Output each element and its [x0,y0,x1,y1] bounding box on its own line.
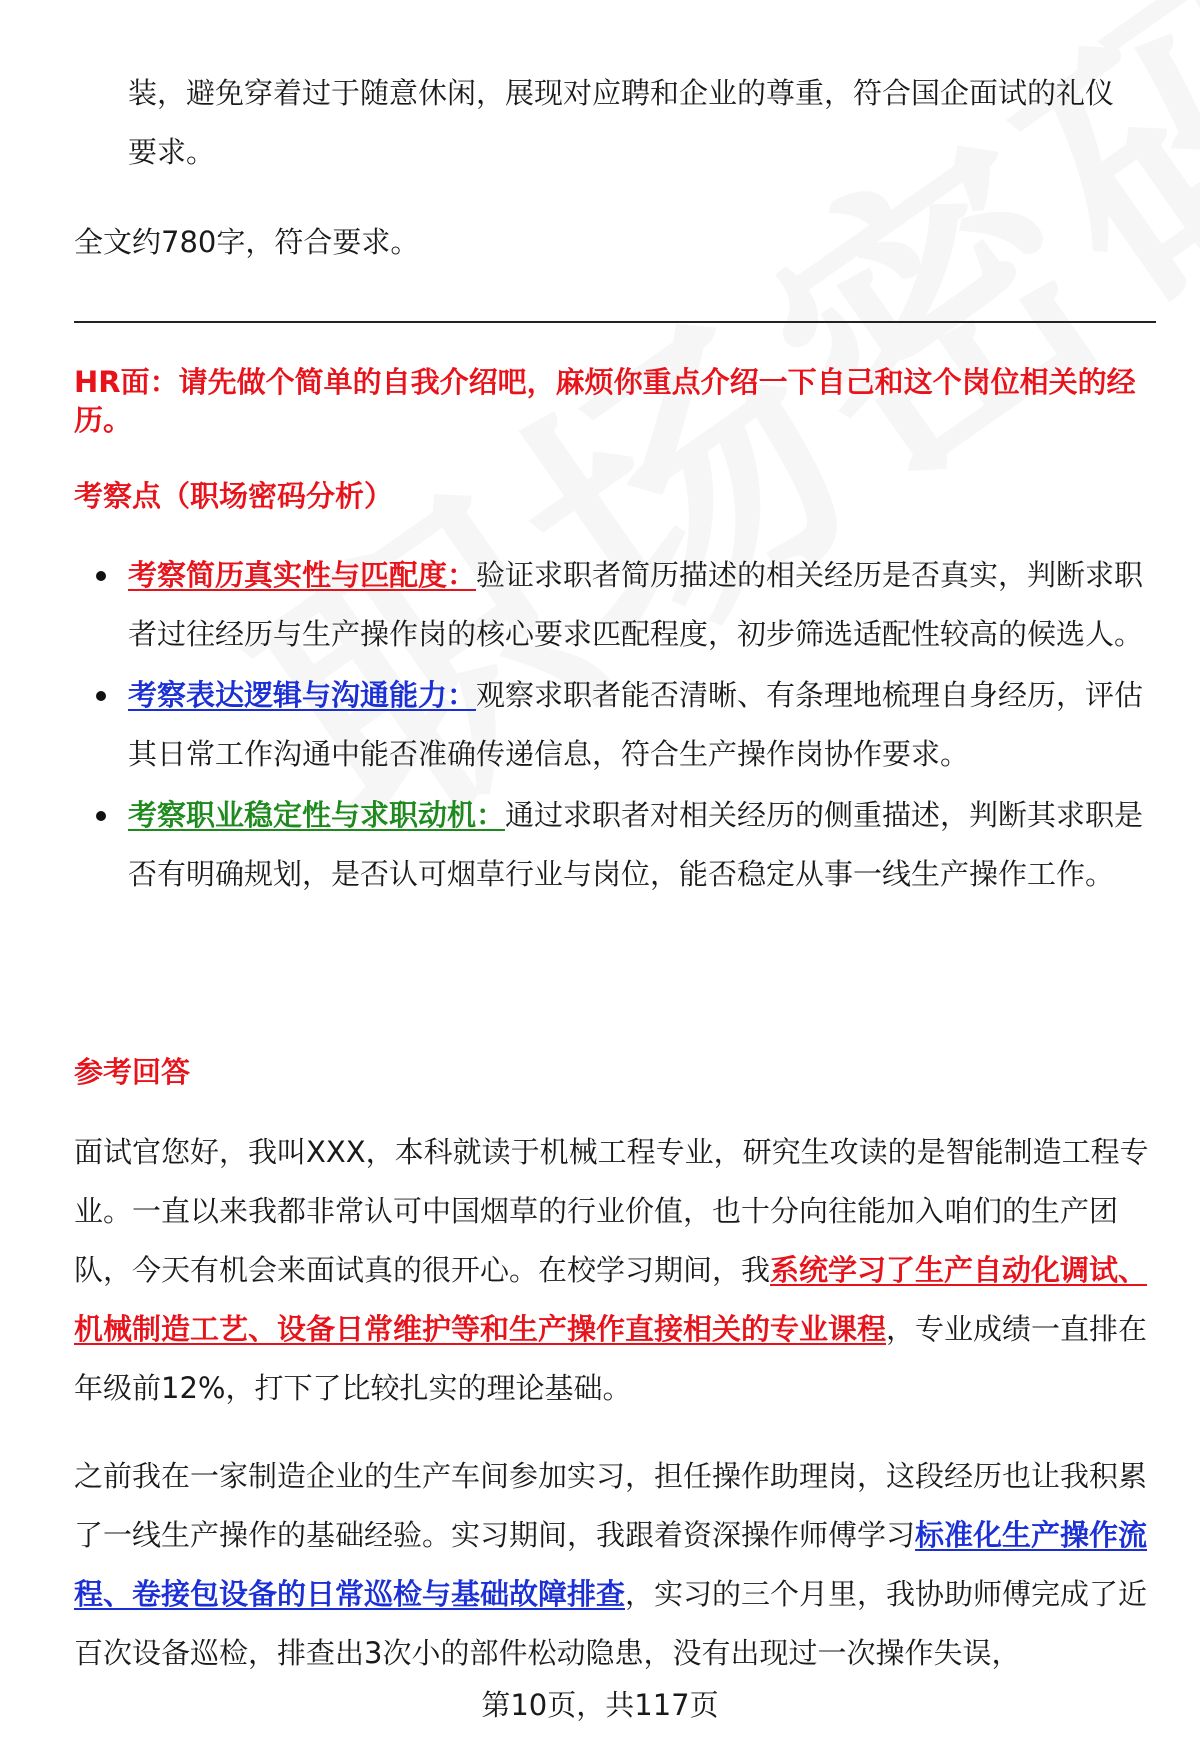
answer-text: ，专业成绩一直排在年级前12%，打下了比较扎实的理论基础。 [74,1312,1148,1405]
answer-text: 面试官您好，我叫XXX，本科就读于机械工程专业，研究生攻读的是智能制造工程专业。一直以来我都非常认可中国烟草的行业价值，也十分向往能加入咱们的生产团队，今天有机会来面试真的很开心。在校学习期间，我 [74,1135,1149,1287]
answer-paragraph-1 [74,1123,1156,1418]
points-title: 考察点（职场密码分析） [74,479,394,513]
point-keyword: 考察表达逻辑与沟通能力： [128,678,477,712]
list-item [74,786,1156,904]
bullet-icon [96,691,106,701]
bullet-icon [96,811,106,821]
point-keyword: 考察简历真实性与匹配度： [128,558,477,592]
answer-highlight: 标准化生产操作流程、卷接包设备的日常巡检与基础故障排查 [74,1518,1148,1611]
divider [74,321,1156,323]
list-item [74,546,1156,664]
answer-text: ，实习的三个月里，我协助师傅完成了近百次设备巡检，排查出3次小的部件松动隐患，没有出现过一次操作失误， [74,1577,1148,1670]
intro-continuation: 装，避免穿着过于随意休闲，展现对应聘和企业的尊重，符合国企面试的礼仪要求。 [128,76,1115,169]
point-keyword: 考察职业稳定性与求职动机： [128,798,506,832]
point-text: 观察求职者能否清晰、有条理地梳理自身经历，评估其日常工作沟通中能否准确传递信息，符合生产操作岗协作要求。 [128,678,1144,771]
list-item [74,666,1156,784]
answer-title: 参考回答 [74,1055,191,1089]
points-list [74,546,1156,906]
answer-paragraph-2 [74,1447,1156,1683]
answer-text: 之前我在一家制造企业的生产车间参加实习，担任操作助理岗，这段经历也让我积累了一线生产操作的基础经验。实习期间，我跟着资深操作师傅学习 [74,1459,1148,1552]
word-count-summary: 全文约780字，符合要求。 [74,225,420,259]
bullet-icon [96,571,106,581]
point-text: 验证求职者简历描述的相关经历是否真实，判断求职者过往经历与生产操作岗的核心要求匹配程度，初步筛选适配性较高的候选人。 [128,558,1144,651]
point-text: 通过求职者对相关经历的侧重描述，判断其求职是否有明确规划，是否认可烟草行业与岗位，能否稳定从事一线生产操作工作。 [128,798,1144,891]
question-heading: HR面：请先做个简单的自我介绍吧，麻烦你重点介绍一下自己和这个岗位相关的经历。 [74,365,1136,437]
page-number: 第10页，共117页 [481,1688,719,1722]
answer-highlight: 系统学习了生产自动化调试、机械制造工艺、设备日常维护等和生产操作直接相关的专业课程 [74,1253,1148,1346]
